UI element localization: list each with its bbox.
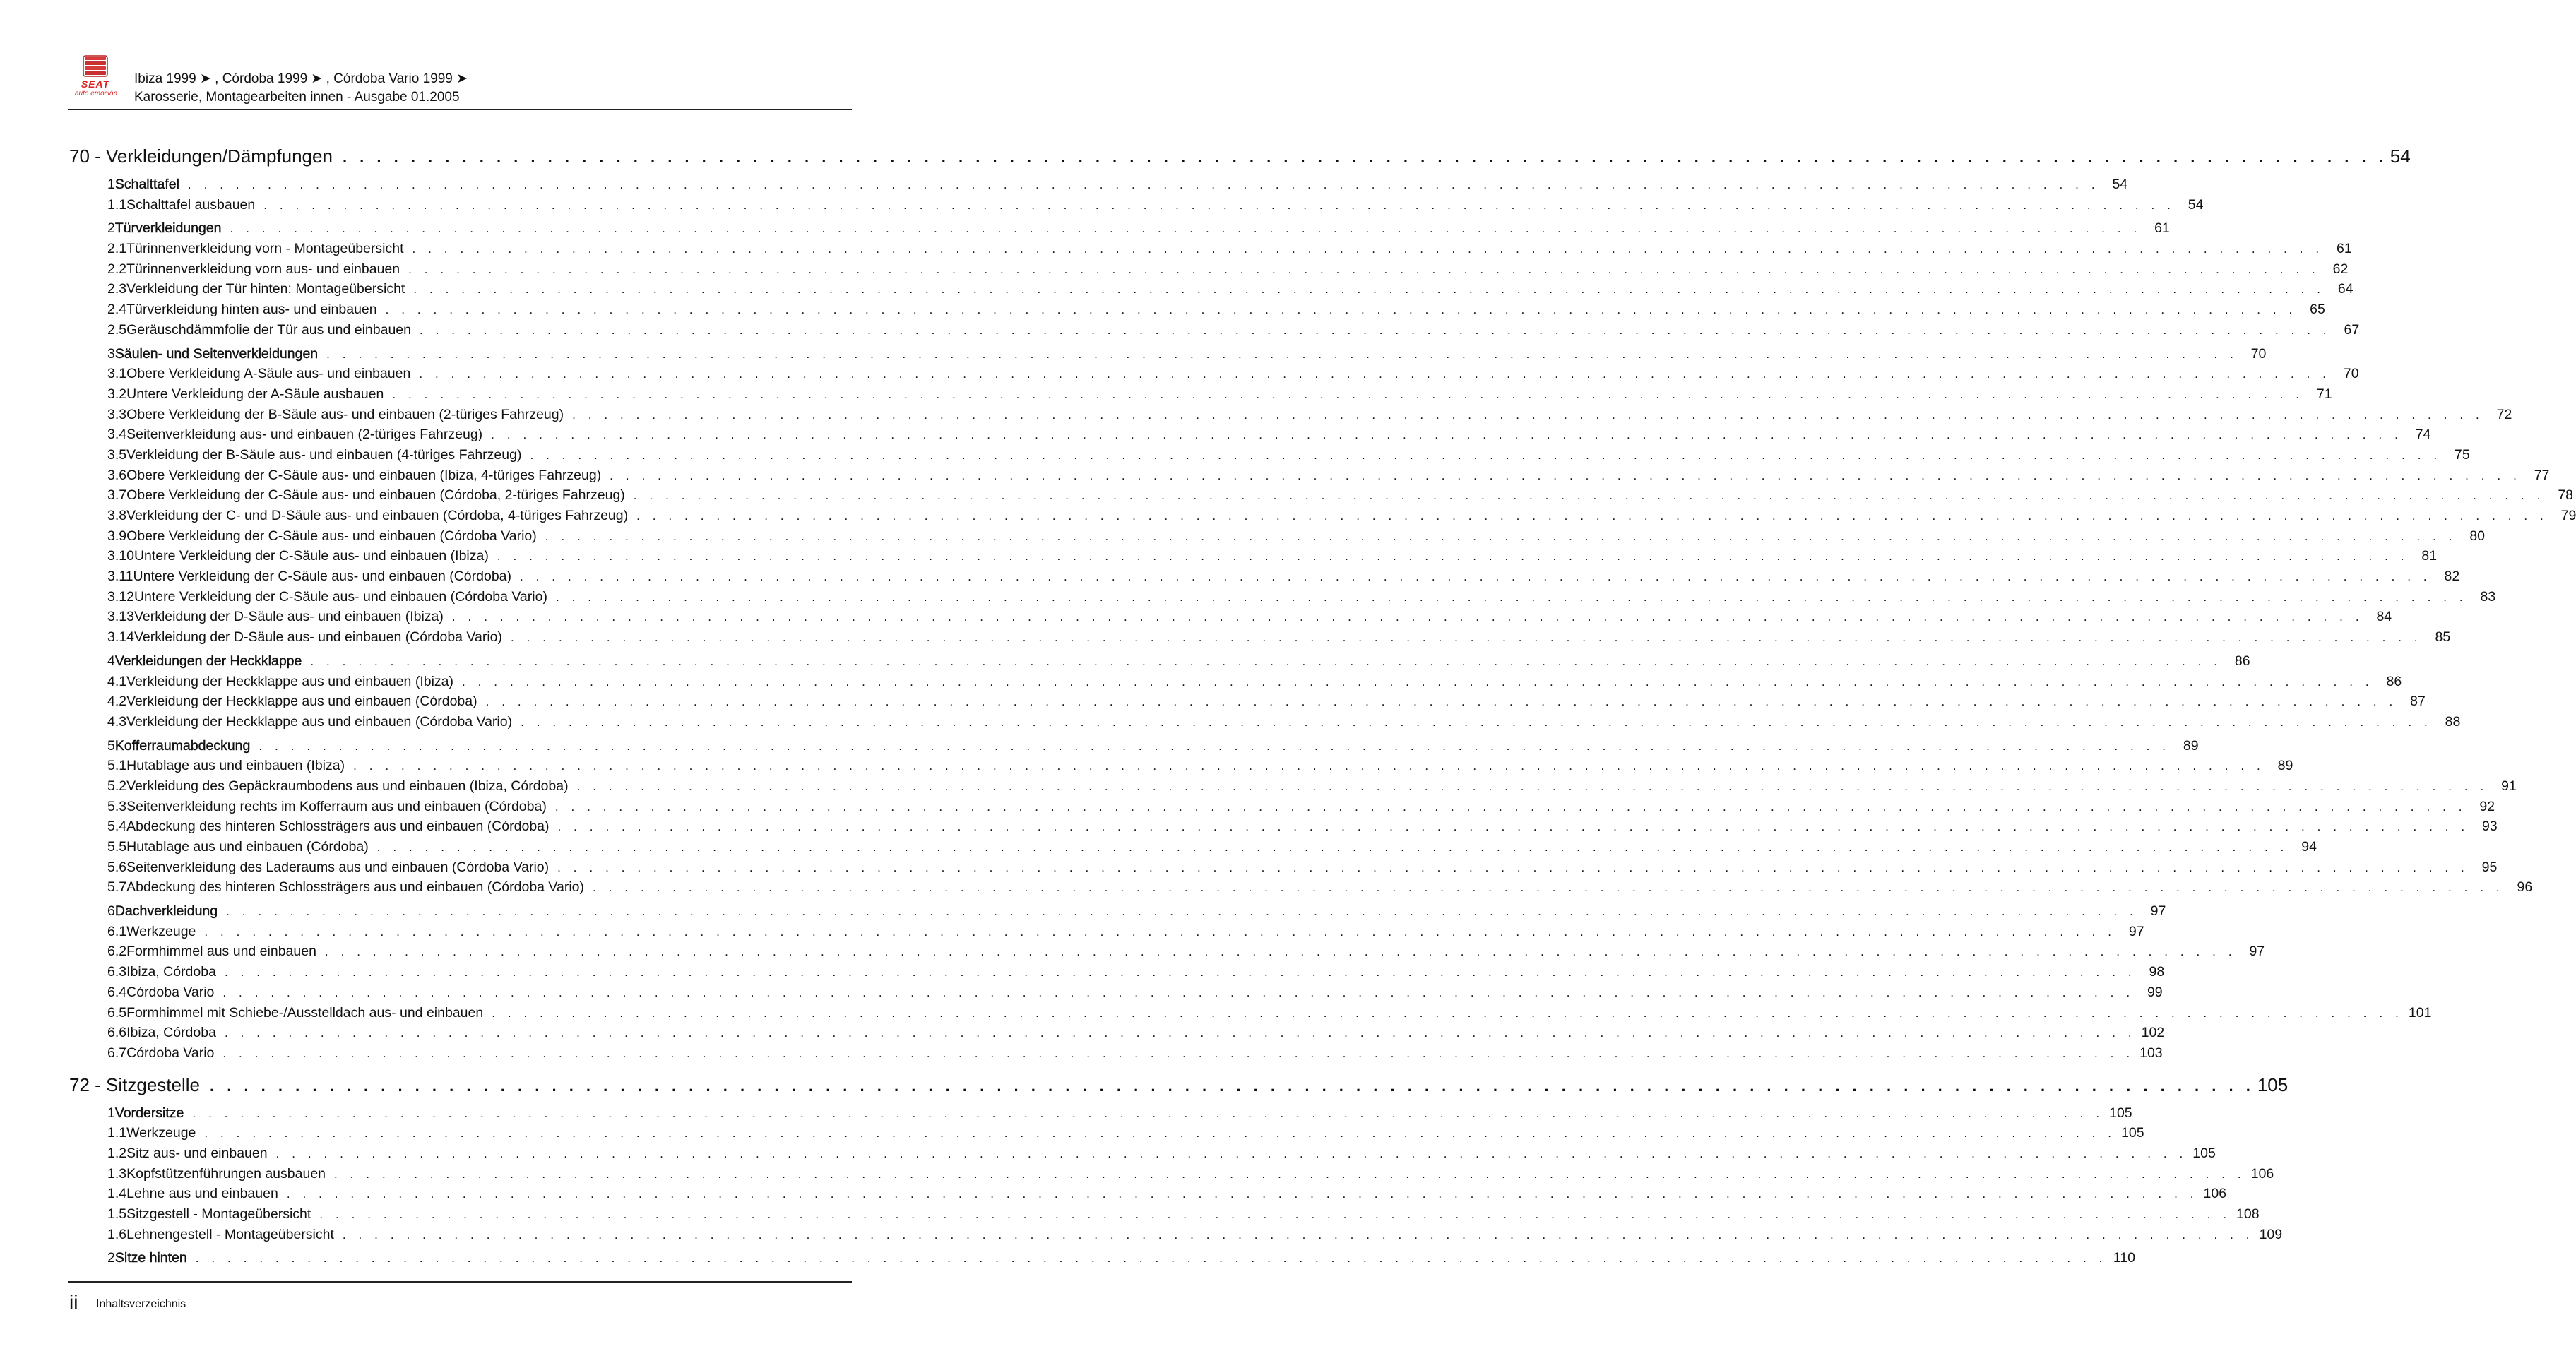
toc-entry-number: 3.10: [107, 548, 134, 564]
toc-entry-page: 80: [2469, 528, 2486, 544]
toc-entry-page: 61: [2337, 241, 2352, 257]
toc-entry-number: 1.6: [107, 1226, 127, 1242]
toc-leader-dots: . . . . . . . . . . . . . . . . . . . . . . . . . . . . . . . . . . . . . . . . . . . . . . . . . . . . . . . . . . . . . . . . . . . . . . . . . . . . . . . . . . . . . . . . . . . . . . . . . . . . . . . . . . . . . . . . . . . . . . . .: [485, 695, 2397, 709]
toc-entry[interactable]: [69, 1226, 2283, 1247]
toc-entry-title: Säulen- und Seitenverkleidungen: [114, 345, 319, 362]
toc-entry-title: Kopfstützenführungen ausbauen: [126, 1165, 326, 1182]
toc-entry-number: 6.1: [107, 923, 127, 939]
toc-entry-number: 1.1: [107, 1125, 127, 1141]
toc-entry-number: 5.4: [107, 819, 127, 835]
toc-entry-number: 3.5: [107, 446, 127, 463]
toc-entry[interactable]: [69, 964, 2165, 985]
toc-leader-dots: . . . . . . . . . . . . . . . . . . . . . . . . . . . . . . . . . . . . . . . . . . . . . . . . . . . . . . . . . . . . . . . . . . . . . . . . . . . . . . . . . . . . . . . . . . . . . . . . . . . . . . . . . . . . . . . . . . . . . . . .: [412, 242, 2324, 256]
toc-entry-page: 84: [2376, 609, 2392, 625]
toc-leader-dots: . . . . . . . . . . . . . . . . . . . . . . . . . . . . . . . . . . . . . . . . . . . . . . . . . . . . . . . . . . . . . . . . . . . . . . . . . . . . . . . . . . . . . . . . . . . . . . . . . . . . . . . . . . . . . . . . . . . . . . . .: [385, 303, 2297, 317]
toc-entry-page: 74: [2415, 427, 2431, 443]
toc-entry[interactable]: [69, 427, 2431, 447]
toc-entry-page: 98: [2149, 964, 2165, 980]
toc-entry-title: Hutablage aus und einbauen (Córdoba): [126, 839, 369, 855]
toc-entry-title: Verkleidung der Heckklappe aus und einbauen (Córdoba Vario): [126, 713, 513, 730]
toc-entry-title: Obere Verkleidung der C-Säule aus- und einbauen (Ibiza, 4-türiges Fahrzeug): [126, 467, 602, 483]
toc-entry[interactable]: [69, 528, 2486, 549]
toc-entry-title: Lehnengestell - Montageübersicht: [126, 1226, 334, 1242]
toc-leader-dots: . . . . . . . . . . . . . . . . . . . . . . . . . . . . . . . . . . . . . . . . . . . . . . . . . . . . . . . . . . . . . . . . . . . . . . . . . . . . . . . . . . . . . . . . . . . . . . . . . . . . . . . . . . . . . . . . . . . . . . . .: [334, 1167, 2246, 1181]
toc-leader-dots: . . . . . . . . . . . . . . . . . . . . . . . . . . . . . . . . . . . . . . . . . . . . . . . . . . . . . . . . . . . . . . . . . . . . . . . . . . . . . . . . . . . . . . . . . . . . . . . . . . . . . . . . . . . . . . . . . . . . . . . .: [610, 468, 2522, 482]
toc-entry-page: 79: [2560, 508, 2576, 523]
toc-entry[interactable]: [69, 569, 2460, 589]
toc-entry[interactable]: [69, 261, 2349, 282]
toc-entry-number: 5: [107, 737, 115, 754]
toc-entry-title: Verkleidung der B-Säule aus- und einbauen (4-türiges Fahrzeug): [126, 446, 522, 463]
toc-entry-number: 2: [107, 220, 115, 237]
toc-leader-dots: . . . . . . . . . . . . . . . . . . . . . . . . . . . . . . . . . . . . . . . . . . . . . . . . . . . . . . . . . . . . . . . . . . . . . . . . . . . . . . . . . . . . . . . . . . . . . . . . . . . . . . . . . . . . . . . . . . . . . . . .: [353, 759, 2265, 773]
toc-entry-number: 1: [107, 1105, 115, 1121]
page-header: [68, 55, 852, 110]
toc-section-page: 105: [2257, 1074, 2289, 1095]
seat-logo-icon: [82, 55, 109, 78]
toc-entry-page: 94: [2301, 839, 2317, 855]
toc-entry-title: Türinnenverkleidung vorn - Montageübersicht: [126, 241, 404, 257]
toc-leader-dots: . . . . . . . . . . . . . . . . . . . . . . . . . . . . . . . . . . . . . . . . . . . . . . . . . . . . . . . . . . . . . . . . . . . . . . . . . . . . . . . . . . . . . . . . . . . . . . . . . . . . . . . . . . . . . . . . . . . . . . . .: [633, 489, 2546, 503]
toc-entry[interactable]: [69, 879, 2533, 900]
toc-leader-dots: . . . . . . . . . . . . . . . . . . . . . . . . . . . . . . . . . . . . . . . . . . . . . . . . . . . . . . . . . . . . . . . . . . . . . . . . . . . . . . . . . . . . . . . . . . . . . . . . . . . . . . . . . . . . . . . . . . . . . . . .: [324, 945, 2237, 959]
toc-entry-title: Geräuschdämmfolie der Tür aus und einbauen: [126, 321, 411, 338]
toc-entry-number: 4.2: [107, 694, 127, 710]
toc-leader-dots: . . . . . . . . . . . . . . . . . . . . . . . . . . . . . . . . . . . . . . . . . . . . . . . . . . . . . . . . . . . . . . . . . . . . . . . . . . . . . . . . . . . . . . . . . . . . . . . . . . . . . . . . . . . . . . . . . . . . . . . .: [408, 262, 2320, 276]
toc-entry-title: Ibiza, Córdoba: [126, 964, 216, 980]
toc-entry-number: 4.3: [107, 713, 127, 730]
toc-entry-page: 110: [2113, 1250, 2135, 1266]
toc-leader-dots: . . . . . . . . . . . . . . . . . . . . . . . . . . . . . . . . . . . . . . . . . . . . . . . . . . . . . . . . . . . . . . . . . . . . . . . . . . . . . . . . . . . . . . . . . . . . . . . . . . . . . . . . . . . . . . . . . . . . . . . .: [521, 715, 2433, 729]
toc-entry-number: 6.4: [107, 984, 127, 1000]
toc-leader-dots: . . . . . . . . . . . . . . . . . . . . . . . . . . . . . . . . . . . . . . . . . . . . . . . . . . . . . . . . . . . . . . . . . . . . . . . . . . . . . . . . . . . . . . . . . . . . . . . . . . . . . . . . . . . . . . . . . . . . . . . .: [491, 428, 2403, 442]
toc-entry-title: Abdeckung des hinteren Schlossträgers aus und einbauen (Córdoba Vario): [126, 879, 584, 896]
toc-leader-dots: . . . . . . . . . . . . . . . . . . . . . . . . . . . . . . . . . . . . . . . . . . . . . . . . . . . . . . . . . . . . . . . . . . . . . . . . . . . . . . . . . . . . . . . . . . . . . . . . . . . . . . . . . . . . . . . . . . . . . . . .: [224, 1026, 2137, 1040]
toc-entry[interactable]: [69, 923, 2144, 944]
toc-entry[interactable]: [69, 1125, 2144, 1146]
toc-entry-title: Werkzeuge: [126, 923, 196, 939]
toc-entry-title: Türverkleidung hinten aus- und einbauen: [126, 302, 377, 318]
toc-entry[interactable]: [69, 713, 2461, 734]
toc-entry-title: Córdoba Vario: [126, 1045, 215, 1061]
toc-entry-page: 83: [2480, 588, 2496, 605]
toc-entry-title: Kofferraumabdeckung: [114, 737, 251, 754]
toc-entry-page: 82: [2444, 569, 2460, 585]
toc-entry-page: 96: [2517, 879, 2533, 896]
toc-entry-title: Untere Verkleidung der C-Säule aus- und einbauen (Ibiza): [133, 548, 489, 564]
toc-entry-title: Sitzgestell - Montageübersicht: [126, 1206, 311, 1222]
toc-entry-title: Seitenverkleidung rechts im Kofferraum aus und einbauen (Córdoba): [126, 798, 547, 814]
toc-entry-title: Türinnenverkleidung vorn aus- und einbauen: [126, 261, 400, 277]
toc-entry-title: Lehne aus und einbauen: [126, 1186, 278, 1202]
toc-entry-page: 88: [2445, 713, 2461, 730]
toc-entry[interactable]: [69, 281, 2354, 302]
toc-entry-title: Verkleidung der Heckklappe aus und einbauen (Ibiza): [126, 673, 453, 689]
toc-entry[interactable]: [69, 609, 2392, 629]
toc-entry-number: 2.2: [107, 261, 127, 277]
toc-entry-page: 71: [2316, 386, 2332, 402]
toc-entry[interactable]: [69, 839, 2317, 860]
toc-entry[interactable]: [69, 366, 2359, 386]
toc-chapter-entry[interactable]: [69, 1105, 2132, 1126]
toc-entry-number: 1.5: [107, 1206, 127, 1222]
toc-entry-number: 6: [107, 903, 115, 920]
toc-entry-title: Obere Verkleidung der C-Säule aus- und einbauen (Córdoba, 2-türiges Fahrzeug): [126, 487, 625, 504]
toc-leader-dots: . . . . . . . . . . . . . . . . . . . . . . . . . . . . . . . . . . . . . . . . . . . . . . . . . . . . . . . . . . . . . . . . . . . . . . . . . . . . . . . . . . . . . . . . . . . . . . . . . . . . . . . . . . . . . . . . . . . . . . . .: [326, 347, 2238, 361]
toc-entry-number: 1.3: [107, 1165, 127, 1182]
toc-entry-title: Verkleidungen der Heckklappe: [114, 653, 302, 669]
toc-leader-dots: . . . . . . . . . . . . . . . . . . . . . . . . . . . . . . . . . . . . . . . . . . . . . . . . . . . . . . . . . . . . . . . . . . . . . . . . . . . . . . . . . . . . . . . . . . . . . . . . . . . . . . . . . . . . . . . . . . . . . . . .: [557, 860, 2469, 874]
toc-section-heading[interactable]: [69, 145, 2411, 177]
toc-leader-dots: . . . . . . . . . . . . . . . . . . . . . . . . . . . . . . . . . . . . . . . . . . . . . . . . . . . . . . . . . . . . . . . . . . . . . . . . . . . . . . . . . . . . . . . . . . . . . . . . . . . . . . . . . . . . . . . . . . . . . . . .: [376, 840, 2289, 854]
toc-leader-dots: . . . . . . . . . . . . . . . . . . . . . . . . . . . . . . . . . . . . . . . . . . . . . . . . . . . . . . . . . . . . . . . . . . . . . . . . . . . . . . . . . . . . . . . . . . . . . . . . . . . . . . . . . . . . . . . . . . . . . . . .: [497, 549, 2409, 564]
toc-leader-dots: . . . . . . . . . . . . . . . . . . . . . . . . . . . . . . . . . . . . . . . . . . . . . . . . . . . . . . . . . . . . . . . . . . . . . . . . . . . . . . . . . . . . . . . . . . . . . . . . . . . . . . . . . . . . . . . . . . . . . . . .: [555, 590, 2468, 604]
footer-section-label: Inhaltsverzeichnis: [96, 1298, 186, 1310]
toc-entry[interactable]: [69, 1186, 2227, 1206]
toc-entry-title: Ibiza, Córdoba: [126, 1025, 216, 1041]
toc-entry-number: 3.3: [107, 406, 127, 422]
toc-leader-dots: . . . . . . . . . . . . . . . . . . . . . . . . . . . . . . . . . . . . . . . . . . . . . . . . . . . . . . . . . . . . . . . . . . . . . . . . . . . . . . . . . . . . . . . . . . . . . . . . . . . . . . . . . . . . . . . . . . . . . . . .: [392, 387, 2304, 401]
toc-leader-dots: . . . . . . . . . . . . . . . . . . . . . . . . . . . . . . . . . . . . . . . . . . . . . . . . . . . . . . . . . . . . . . . . . . . . . . . . . . . . . . . . . . . . . . . . . . . . . . . . . . . . . . . . . . . . . . . . . . . . . . . .: [413, 282, 2325, 297]
toc-entry-number: 5.6: [107, 859, 127, 875]
footer-divider: [68, 1281, 852, 1283]
toc-leader-dots: . . . . . . . . . . . . . . . . . . . . . . . . . . . . . . . . . . . . . . . . . . . . . . . . . . . . . . . . . . . . . . . . . . . . . . . . . . . . . . . . . . . . . . . . . . . . . . . . . . . . . . . . . . . . . . . . . . . . . . . .: [462, 674, 2374, 689]
toc-entry-title: Schalttafel: [114, 177, 179, 192]
toc-entry-page: 103: [2139, 1045, 2163, 1061]
toc-leader-dots: . . . . . . . . . . . . . . . . . . . . . . . . . . . . . . . . . . . . . . . . . . . . . . . . . . . . . . . . . . . . . . . . . . . . . . . . . . . . . . . . . . . . . . . . . . . . . . . . . . . . . . . . . . . . . . . . . . . . . . . .: [286, 1187, 2199, 1201]
toc-chapter-entry[interactable]: [69, 177, 2128, 197]
toc-entry-number: 6.7: [107, 1045, 127, 1061]
toc-entry-page: 91: [2501, 778, 2517, 794]
toc-entry-title: Obere Verkleidung der B-Säule aus- und einbauen (2-türiges Fahrzeug): [126, 406, 564, 422]
toc-leader-dots: . . . . . . . . . . . . . . . . . . . . . . . . . . . . . . . . . . . . . . . . . . . . . . . . . . . . . . . . . . . . . . . . . . . . . . . . . . . . . . . . . . . . . . . . . . . . . . . . . . . . . . . . . . . . . . . . . . . . . . . .: [572, 408, 2484, 422]
toc-entry-number: 3.12: [107, 588, 134, 605]
toc-leader-dots: . . . . . . . . . . . . . . . . . . . . . . . . . . . . . . . . . . . . . . . . . . . . . . . . . . . . . . . . . . . . . . . . . . . . . . . . . . . . . . . . . . . . . . . . . . . . . . . . . . . . . . . . . . . . . . . . . . . . . . . .: [263, 198, 2176, 212]
toc-entry[interactable]: [69, 984, 2163, 1005]
toc-entry[interactable]: [69, 1145, 2216, 1166]
toc-entry-page: 75: [2454, 446, 2470, 463]
toc-entry[interactable]: [69, 673, 2402, 694]
toc-entry-page: 105: [2109, 1105, 2132, 1121]
toc-entry-title: Werkzeuge: [126, 1125, 196, 1141]
toc-entry-page: 54: [2188, 196, 2204, 213]
toc-entry-number: 3.1: [107, 366, 127, 382]
toc-entry-page: 62: [2332, 261, 2349, 277]
toc-leader-dots: . . . . . . . . . . . . . . . . . . . . . . . . . . . . . . . . . . . . . . . . . . . . . . . . . . . . . . . . . . . . . . . . . . . . . . . . . . . . . . . . . . . . . . . . . . . . . . . . . . . . . . . . . . . . . . . . . . . . . . . .: [520, 570, 2432, 584]
toc-entry-page: 89: [2277, 758, 2293, 774]
toc-section-title: 70 - Verkleidungen/Dämpfungen: [69, 145, 333, 167]
toc-entry-page: 108: [2236, 1206, 2260, 1222]
toc-entry-page: 81: [2421, 548, 2438, 564]
toc-entry[interactable]: [69, 446, 2470, 468]
toc-leader-dots: . . . . . . . . . . . . . . . . . . . . . . . . . . . . . . . . . . . . . . . . . . . . . . . . . . . . . . . . . . . . . . . . . . . . . . . . . . . . . . . . . . . . . . . . . . . . . . . . . . . . . . . . . . . . . . . . . . . . . . . .: [511, 631, 2423, 645]
toc-leader-dots: . . . . . . . . . . . . . . . . . . . . . . . . . . . . . . . . . . . . . . . . . . . . . . . . . . . . . . . . . . . . . . . . . . . . . . . . . . . . . . . . . . . . . . . . . . . . . . . . . . . . . . . . . . . . . . . . . . . . . . . .: [636, 509, 2548, 523]
toc-entry[interactable]: [69, 302, 2325, 322]
toc-leader-dots: . . . . . . . . . . . . . . . . . . . . . . . . . . . . . . . . . . . . . . . . . . . . . . . . . . . . . . . . . . . . . . . . . . . . . . . . . . . . . . . . . . . . . . . . . . . . . . . . . . . . . . . . . . . . . . . . . . . . . . . .: [319, 1208, 2231, 1221]
toc-leader-dots: . . . . . . . . . . . . . . . . . . . . . . . . . . . . . . . . . . . . . . . . . . . . . . . . . . . . . . . . . . . . . . . . . . . . . . . . . . . . . . . . . . . . . . . . . . . . . . . . . . . . . . . . . . . . . . . . . . . . . . . .: [204, 924, 2116, 939]
toc-leader-dots: . . . . . . . . . . . . . . . . . . . . . . . . . . . . . . . . . . . . . . . . . . . . . . . . . . . . . . . . . . . . . . . . . . . . . . . . . . . . . . . . . . . . . . . . . . . . . . . . . . . . . . . . . . . . . . . . . . . . . . . .: [209, 1076, 2255, 1095]
toc-entry-page: 70: [2250, 345, 2267, 362]
toc-entry-title: Formhimmel aus und einbauen: [126, 944, 316, 960]
logo-wordmark: SEAT: [81, 78, 110, 90]
toc-entry-number: 1.1: [107, 196, 127, 213]
toc-entry-page: 67: [2344, 321, 2360, 338]
toc-entry[interactable]: [69, 508, 2576, 528]
toc-entry-title: Abdeckung des hinteren Schlossträgers aus und einbauen (Córdoba): [126, 819, 550, 835]
toc-entry-page: 101: [2408, 1004, 2432, 1021]
logo-tagline: auto emoción: [74, 90, 118, 97]
toc-entry-number: 5.7: [107, 879, 127, 896]
toc-entry-title: Dachverkleidung: [114, 903, 218, 920]
toc-leader-dots: . . . . . . . . . . . . . . . . . . . . . . . . . . . . . . . . . . . . . . . . . . . . . . . . . . . . . . . . . . . . . . . . . . . . . . . . . . . . . . . . . . . . . . . . . . . . . . . . . . . . . . . . . . . . . . . . . . . . . . . .: [226, 905, 2138, 919]
toc-entry-number: 3: [107, 345, 115, 362]
toc-entry[interactable]: [69, 386, 2332, 407]
toc-chapter-entry[interactable]: [69, 653, 2250, 674]
toc-entry[interactable]: [69, 758, 2293, 778]
toc-leader-dots: . . . . . . . . . . . . . . . . . . . . . . . . . . . . . . . . . . . . . . . . . . . . . . . . . . . . . . . . . . . . . . . . . . . . . . . . . . . . . . . . . . . . . . . . . . . . . . . . . . . . . . . . . . . . . . . . . . . . . . . .: [187, 178, 2100, 191]
toc-chapter-entry[interactable]: [69, 737, 2199, 759]
toc-leader-dots: . . . . . . . . . . . . . . . . . . . . . . . . . . . . . . . . . . . . . . . . . . . . . . . . . . . . . . . . . . . . . . . . . . . . . . . . . . . . . . . . . . . . . . . . . . . . . . . . . . . . . . . . . . . . . . . . . . . . . . . .: [275, 1146, 2188, 1160]
footer-page-number: ii: [69, 1291, 78, 1313]
toc-leader-dots: . . . . . . . . . . . . . . . . . . . . . . . . . . . . . . . . . . . . . . . . . . . . . . . . . . . . . . . . . . . . . . . . . . . . . . . . . . . . . . . . . . . . . . . . . . . . . . . . . . . . . . . . . . . . . . . . . . . . . . . .: [222, 985, 2135, 999]
toc-entry-number: 3.13: [107, 609, 134, 625]
toc-entry-number: 2.5: [107, 321, 127, 338]
toc-leader-dots: . . . . . . . . . . . . . . . . . . . . . . . . . . . . . . . . . . . . . . . . . . . . . . . . . . . . . . . . . . . . . . . . . . . . . . . . . . . . . . . . . . . . . . . . . . . . . . . . . . . . . . . . . . . . . . . . . . . . . . . .: [222, 1046, 2135, 1060]
toc-entry-number: 1.2: [107, 1145, 127, 1161]
toc-entry-page: 70: [2343, 366, 2359, 382]
toc-entry[interactable]: [69, 1206, 2260, 1227]
toc-entry-number: 3.8: [107, 508, 127, 523]
toc-entry-page: 106: [2203, 1186, 2227, 1202]
toc-entry-page: 86: [2386, 673, 2402, 689]
toc-entry[interactable]: [69, 467, 2550, 488]
toc-entry-number: 3.9: [107, 528, 127, 544]
toc-entry-title: Verkleidung der C- und D-Säule aus- und einbauen (Córdoba, 4-türiges Fahrzeug): [126, 508, 629, 523]
toc-entry[interactable]: [69, 241, 2352, 261]
toc-entry-number: 2: [107, 1250, 115, 1266]
toc-leader-dots: . . . . . . . . . . . . . . . . . . . . . . . . . . . . . . . . . . . . . . . . . . . . . . . . . . . . . . . . . . . . . . . . . . . . . . . . . . . . . . . . . . . . . . . . . . . . . . . . . . . . . . . . . . . . . . . . . . . . . . . .: [310, 654, 2222, 668]
toc-entry[interactable]: [69, 588, 2496, 609]
toc-entry[interactable]: [69, 196, 2204, 218]
manual-models: Ibiza 1999 ➤ , Córdoba 1999 ➤ , Córdoba Vario 1999 ➤: [134, 71, 468, 86]
toc-entry-number: 3.2: [107, 386, 127, 402]
toc-entry[interactable]: [69, 798, 2495, 819]
toc-entry-number: 1: [107, 177, 115, 192]
toc-entry-page: 61: [2154, 220, 2170, 237]
toc-entry-number: 3.14: [107, 629, 134, 646]
toc-entry-number: 1.4: [107, 1186, 127, 1202]
toc-entry-title: Formhimmel mit Schiebe-/Ausstelldach aus- und einbauen: [126, 1004, 484, 1021]
toc-entry-page: 77: [2534, 467, 2550, 483]
toc-entry-title: Untere Verkleidung der C-Säule aus- und einbauen (Córdoba): [133, 569, 512, 585]
toc-entry-page: 89: [2183, 737, 2199, 754]
toc-entry-number: 6.3: [107, 964, 127, 980]
toc-entry-page: 65: [2310, 302, 2325, 318]
toc-entry[interactable]: [69, 1045, 2163, 1066]
toc-entry-number: 2.1: [107, 241, 127, 257]
toc-entry-title: Türverkleidungen: [114, 220, 222, 237]
toc-leader-dots: . . . . . . . . . . . . . . . . . . . . . . . . . . . . . . . . . . . . . . . . . . . . . . . . . . . . . . . . . . . . . . . . . . . . . . . . . . . . . . . . . . . . . . . . . . . . . . . . . . . . . . . . . . . . . . . . . . . . . . . .: [230, 222, 2142, 236]
toc-entry-number: 2.4: [107, 302, 127, 318]
toc-leader-dots: . . . . . . . . . . . . . . . . . . . . . . . . . . . . . . . . . . . . . . . . . . . . . . . . . . . . . . . . . . . . . . . . . . . . . . . . . . . . . . . . . . . . . . . . . . . . . . . . . . . . . . . . . . . . . . . . . . . . . . . .: [204, 1126, 2116, 1141]
toc-leader-dots: . . . . . . . . . . . . . . . . . . . . . . . . . . . . . . . . . . . . . . . . . . . . . . . . . . . . . . . . . . . . . . . . . . . . . . . . . . . . . . . . . . . . . . . . . . . . . . . . . . . . . . . . . . . . . . . . . . . . . . . .: [593, 881, 2505, 895]
toc-entry-number: 5.2: [107, 778, 127, 794]
toc-entry-page: 97: [2249, 944, 2265, 960]
toc-entry-title: Vordersitze: [114, 1105, 184, 1121]
toc-leader-dots: . . . . . . . . . . . . . . . . . . . . . . . . . . . . . . . . . . . . . . . . . . . . . . . . . . . . . . . . . . . . . . . . . . . . . . . . . . . . . . . . . . . . . . . . . . . . . . . . . . . . . . . . . . . . . . . . . . . . . . . .: [259, 739, 2171, 753]
toc-entry-number: 6.6: [107, 1025, 127, 1041]
toc-entry[interactable]: [69, 1025, 2165, 1045]
toc-entry-page: 85: [2435, 629, 2451, 646]
toc-entry-page: 102: [2141, 1025, 2165, 1041]
toc-entry[interactable]: [69, 1165, 2274, 1186]
toc-entry[interactable]: [69, 694, 2426, 714]
table-of-contents: [69, 145, 2576, 1271]
toc-entry-page: 72: [2496, 406, 2512, 422]
toc-entry-page: 97: [2128, 923, 2144, 939]
toc-leader-dots: . . . . . . . . . . . . . . . . . . . . . . . . . . . . . . . . . . . . . . . . . . . . . . . . . . . . . . . . . . . . . . . . . . . . . . . . . . . . . . . . . . . . . . . . . . . . . . . . . . . . . . . . . . . . . . . . . . . . . . . .: [576, 779, 2488, 793]
toc-entry-page: 64: [2337, 281, 2354, 297]
toc-entry-title: Verkleidung der Heckklappe aus und einbauen (Córdoba): [126, 694, 477, 710]
toc-entry-page: 99: [2147, 984, 2163, 1000]
toc-entry-number: 4: [107, 653, 115, 669]
toc-leader-dots: . . . . . . . . . . . . . . . . . . . . . . . . . . . . . . . . . . . . . . . . . . . . . . . . . . . . . . . . . . . . . . . . . . . . . . . . . . . . . . . . . . . . . . . . . . . . . . . . . . . . . . . . . . . . . . . . . . . . . . . .: [192, 1106, 2104, 1120]
toc-entry-page: 105: [2192, 1145, 2216, 1161]
toc-entry-page: 109: [2259, 1226, 2283, 1242]
toc-entry-page: 95: [2481, 859, 2498, 875]
toc-entry-title: Schalttafel ausbauen: [126, 196, 256, 213]
toc-entry[interactable]: [69, 548, 2438, 569]
toc-leader-dots: . . . . . . . . . . . . . . . . . . . . . . . . . . . . . . . . . . . . . . . . . . . . . . . . . . . . . . . . . . . . . . . . . . . . . . . . . . . . . . . . . . . . . . . . . . . . . . . . . . . . . . . . . . . . . . . . . . . . . . . .: [530, 448, 2442, 462]
toc-leader-dots: . . . . . . . . . . . . . . . . . . . . . . . . . . . . . . . . . . . . . . . . . . . . . . . . . . . . . . . . . . . . . . . . . . . . . . . . . . . . . . . . . . . . . . . . . . . . . . . . . . . . . . . . . . . . . . . . . . . . . . . .: [224, 965, 2137, 980]
toc-leader-dots: . . . . . . . . . . . . . . . . . . . . . . . . . . . . . . . . . . . . . . . . . . . . . . . . . . . . . . . . . . . . . . . . . . . . . . . . . . . . . . . . . . . . . . . . . . . . . . . . . . . . . . . . . . . . . . . . . . . . . . . .: [492, 1006, 2404, 1020]
toc-entry-page: 86: [2234, 653, 2250, 669]
toc-entry-number: 3.6: [107, 467, 127, 483]
toc-entry-number: 3.11: [107, 569, 133, 585]
toc-section-page: 54: [2390, 145, 2411, 167]
toc-entry-number: 6.5: [107, 1004, 127, 1021]
toc-entry-title: Verkleidung der D-Säule aus- und einbauen (Ibiza): [133, 609, 444, 625]
toc-entry-number: 6.2: [107, 944, 127, 960]
toc-entry-number: 3.7: [107, 487, 127, 504]
toc-section-heading[interactable]: [69, 1074, 2289, 1105]
toc-entry-title: Obere Verkleidung A-Säule aus- und einbauen: [126, 366, 411, 382]
toc-leader-dots: . . . . . . . . . . . . . . . . . . . . . . . . . . . . . . . . . . . . . . . . . . . . . . . . . . . . . . . . . . . . . . . . . . . . . . . . . . . . . . . . . . . . . . . . . . . . . . . . . . . . . . . . . . . . . . . . . . . . . . . .: [451, 610, 2364, 624]
toc-leader-dots: . . . . . . . . . . . . . . . . . . . . . . . . . . . . . . . . . . . . . . . . . . . . . . . . . . . . . . . . . . . . . . . . . . . . . . . . . . . . . . . . . . . . . . . . . . . . . . . . . . . . . . . . . . . . . . . . . . . . . . . .: [419, 367, 2331, 381]
toc-entry-title: Untere Verkleidung der A-Säule ausbauen: [126, 386, 384, 402]
toc-entry[interactable]: [69, 1004, 2432, 1025]
toc-entry[interactable]: [69, 819, 2498, 839]
header-divider: [68, 109, 852, 110]
toc-leader-dots: . . . . . . . . . . . . . . . . . . . . . . . . . . . . . . . . . . . . . . . . . . . . . . . . . . . . . . . . . . . . . . . . . . . . . . . . . . . . . . . . . . . . . . . . . . . . . . . . . . . . . . . . . . . . . . . . . . . . . . . .: [557, 820, 2469, 834]
toc-entry[interactable]: [69, 321, 2360, 343]
toc-entry-number: 2.3: [107, 281, 127, 297]
toc-entry-title: Untere Verkleidung der C-Säule aus- und einbauen (Córdoba Vario): [133, 588, 547, 605]
toc-entry-title: Hutablage aus und einbauen (Ibiza): [126, 758, 345, 774]
toc-entry-title: Sitz aus- und einbauen: [126, 1145, 268, 1161]
toc-chapter-entry[interactable]: [69, 220, 2170, 241]
toc-entry-title: Obere Verkleidung der C-Säule aus- und einbauen (Córdoba Vario): [126, 528, 537, 544]
toc-entry-number: 5.1: [107, 758, 127, 774]
toc-section-title: 72 - Sitzgestelle: [69, 1074, 200, 1095]
toc-entry[interactable]: [69, 778, 2517, 799]
toc-entry-page: 93: [2482, 819, 2498, 835]
toc-entry-page: 97: [2150, 903, 2166, 920]
toc-leader-dots: . . . . . . . . . . . . . . . . . . . . . . . . . . . . . . . . . . . . . . . . . . . . . . . . . . . . . . . . . . . . . . . . . . . . . . . . . . . . . . . . . . . . . . . . . . . . . . . . . . . . . . . . . . . . . . . . . . . . . . . .: [195, 1251, 2107, 1266]
toc-entry[interactable]: [69, 944, 2265, 964]
toc-entry-page: 105: [2121, 1125, 2144, 1141]
toc-leader-dots: . . . . . . . . . . . . . . . . . . . . . . . . . . . . . . . . . . . . . . . . . . . . . . . . . . . . . . . . . . . . . . . . . . . . . . . . . . . . . . . . . . . . . . . . . . . . . . . . . . . . . . . . . . . . . . . . . . . . . . . .: [342, 148, 2387, 166]
toc-leader-dots: . . . . . . . . . . . . . . . . . . . . . . . . . . . . . . . . . . . . . . . . . . . . . . . . . . . . . . . . . . . . . . . . . . . . . . . . . . . . . . . . . . . . . . . . . . . . . . . . . . . . . . . . . . . . . . . . . . . . . . . .: [545, 529, 2457, 543]
manual-title: Karosserie, Montagearbeiten innen - Ausgabe 01.2005: [134, 90, 460, 105]
toc-entry-title: Verkleidung der Tür hinten: Montageübersicht: [126, 281, 405, 297]
toc-entry-page: 92: [2479, 798, 2495, 814]
toc-entry-page: 78: [2558, 487, 2574, 504]
toc-entry-number: 4.1: [107, 673, 127, 689]
toc-entry[interactable]: [69, 859, 2498, 880]
toc-entry-title: Seitenverkleidung aus- und einbauen (2-türiges Fahrzeug): [126, 427, 483, 443]
toc-entry-title: Verkleidung des Gepäckraumbodens aus und einbauen (Ibiza, Córdoba): [126, 778, 569, 794]
toc-entry-number: 3.4: [107, 427, 127, 443]
toc-chapter-entry[interactable]: [69, 903, 2166, 924]
toc-entry[interactable]: [69, 487, 2574, 508]
toc-entry-title: Seitenverkleidung des Laderaums aus und einbauen (Córdoba Vario): [126, 859, 550, 875]
toc-entry[interactable]: [69, 406, 2512, 427]
toc-entry-number: 5.3: [107, 798, 127, 814]
toc-entry[interactable]: [69, 629, 2451, 650]
toc-entry-number: 5.5: [107, 839, 127, 855]
toc-entry-title: Verkleidung der D-Säule aus- und einbauen (Córdoba Vario): [133, 629, 502, 646]
toc-entry-page: 106: [2250, 1165, 2274, 1182]
toc-leader-dots: . . . . . . . . . . . . . . . . . . . . . . . . . . . . . . . . . . . . . . . . . . . . . . . . . . . . . . . . . . . . . . . . . . . . . . . . . . . . . . . . . . . . . . . . . . . . . . . . . . . . . . . . . . . . . . . . . . . . . . . .: [554, 799, 2467, 814]
toc-entry-title: Sitze hinten: [114, 1250, 187, 1266]
toc-leader-dots: . . . . . . . . . . . . . . . . . . . . . . . . . . . . . . . . . . . . . . . . . . . . . . . . . . . . . . . . . . . . . . . . . . . . . . . . . . . . . . . . . . . . . . . . . . . . . . . . . . . . . . . . . . . . . . . . . . . . . . . .: [420, 323, 2332, 337]
toc-entry-title: Córdoba Vario: [126, 984, 215, 1000]
toc-chapter-entry[interactable]: [69, 1250, 2135, 1271]
seat-logo: [68, 55, 124, 100]
toc-entry-page: 87: [2410, 694, 2426, 710]
toc-entry-page: 54: [2112, 177, 2128, 192]
toc-leader-dots: . . . . . . . . . . . . . . . . . . . . . . . . . . . . . . . . . . . . . . . . . . . . . . . . . . . . . . . . . . . . . . . . . . . . . . . . . . . . . . . . . . . . . . . . . . . . . . . . . . . . . . . . . . . . . . . . . . . . . . . .: [342, 1227, 2255, 1242]
toc-chapter-entry[interactable]: [69, 345, 2267, 367]
